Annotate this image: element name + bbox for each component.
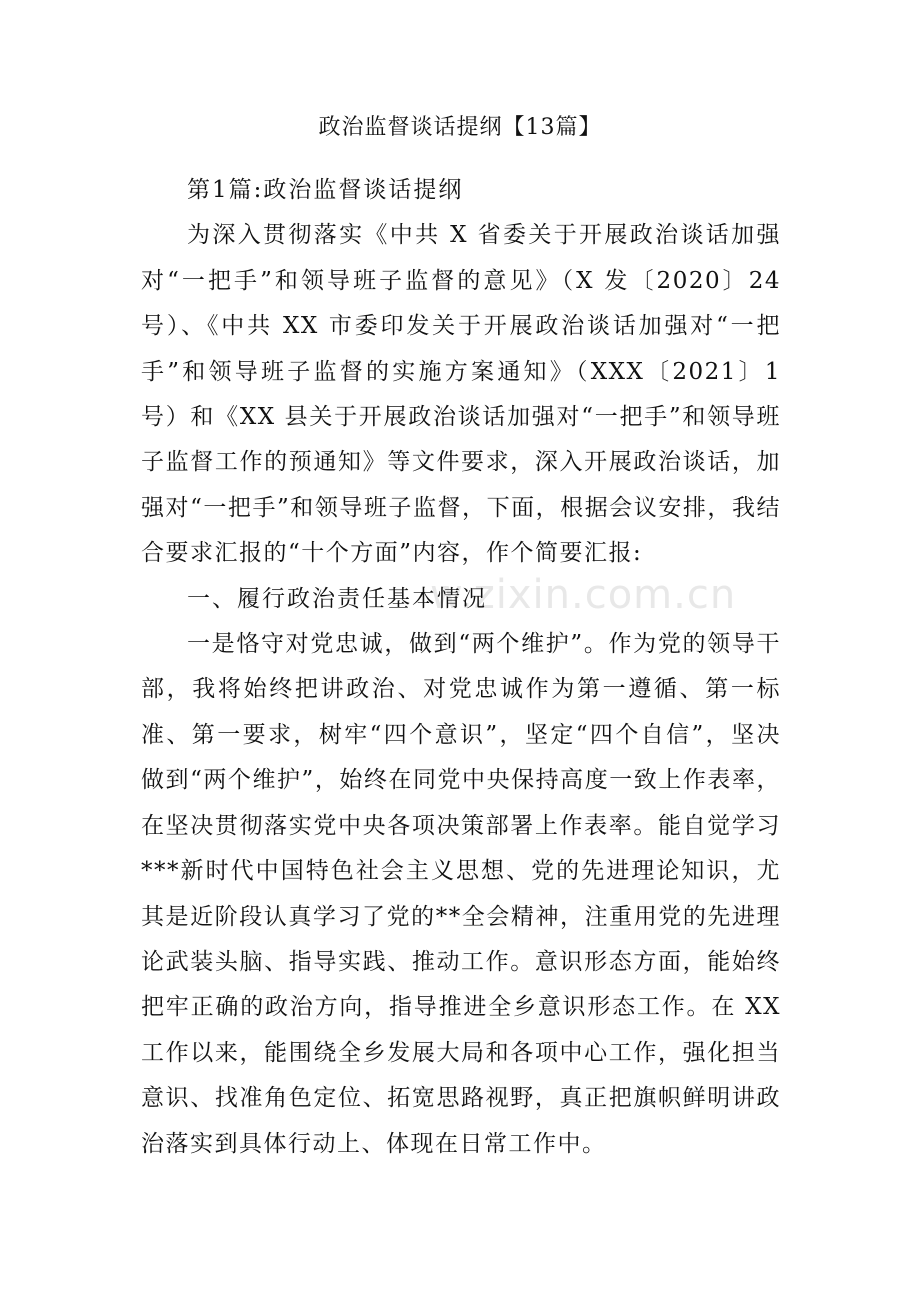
watermark: w.zixin.com.cn — [430, 572, 737, 618]
document-title: 政治监督谈话提纲【13篇】 — [318, 115, 602, 140]
subsection-heading: 一、履行政治责任基本情况 — [187, 585, 487, 612]
document-body — [141, 168, 781, 1167]
body-paragraph: 一是恪守对党忠诚，做到“两个维护”。作为党的领导干部，我将始终把讲政治、对党忠诚作为第一遵循、第一标准、第一要求，树牢“四个意识”，坚定“四个自信”，坚决做到“两个维护”，始终在同党中央保持高度一致上作表率，在坚决贯彻落实党中央各项决策部署上作表率。能自觉学习***新时代中国特色社会主义思想、党的先进理论知识，尤其是近阶段认真学习了党的**全会精神，注重用党的先进理论武装头脑、指导实践、推动工作。意识形态方面，能始终把牢正确的政治方向，指导推进全乡意识形态工作。在 XX 工作以来，能围绕全乡发展大局和各项中心工作，强化担当意识、找准角色定位、拓宽思路视野，真正把旗帜鲜明讲政治落实到具体行动上、体现在日常工作中。 — [141, 631, 781, 1157]
intro-paragraph: 为深入贯彻落实《中共 X 省委关于开展政治谈话加强对“一把手”和领导班子监督的意见》（X 发〔2020〕24 号）、《中共 XX 市委印发关于开展政治谈话加强对“一把手”和领导班子监督的实施方案通知》（XXX〔2021〕1 号）和《XX 县关于开展政治谈话加强对“一把手”和领导班子监督工作的预通知》等文件要求，深入开展政治谈话，加强对“一把手”和领导班子监督，下面，根据会议安排，我结合要求汇报的“十个方面”内容，作个简要汇报: — [141, 222, 781, 567]
section-heading: 第1篇:政治监督谈话提纲 — [187, 177, 464, 203]
